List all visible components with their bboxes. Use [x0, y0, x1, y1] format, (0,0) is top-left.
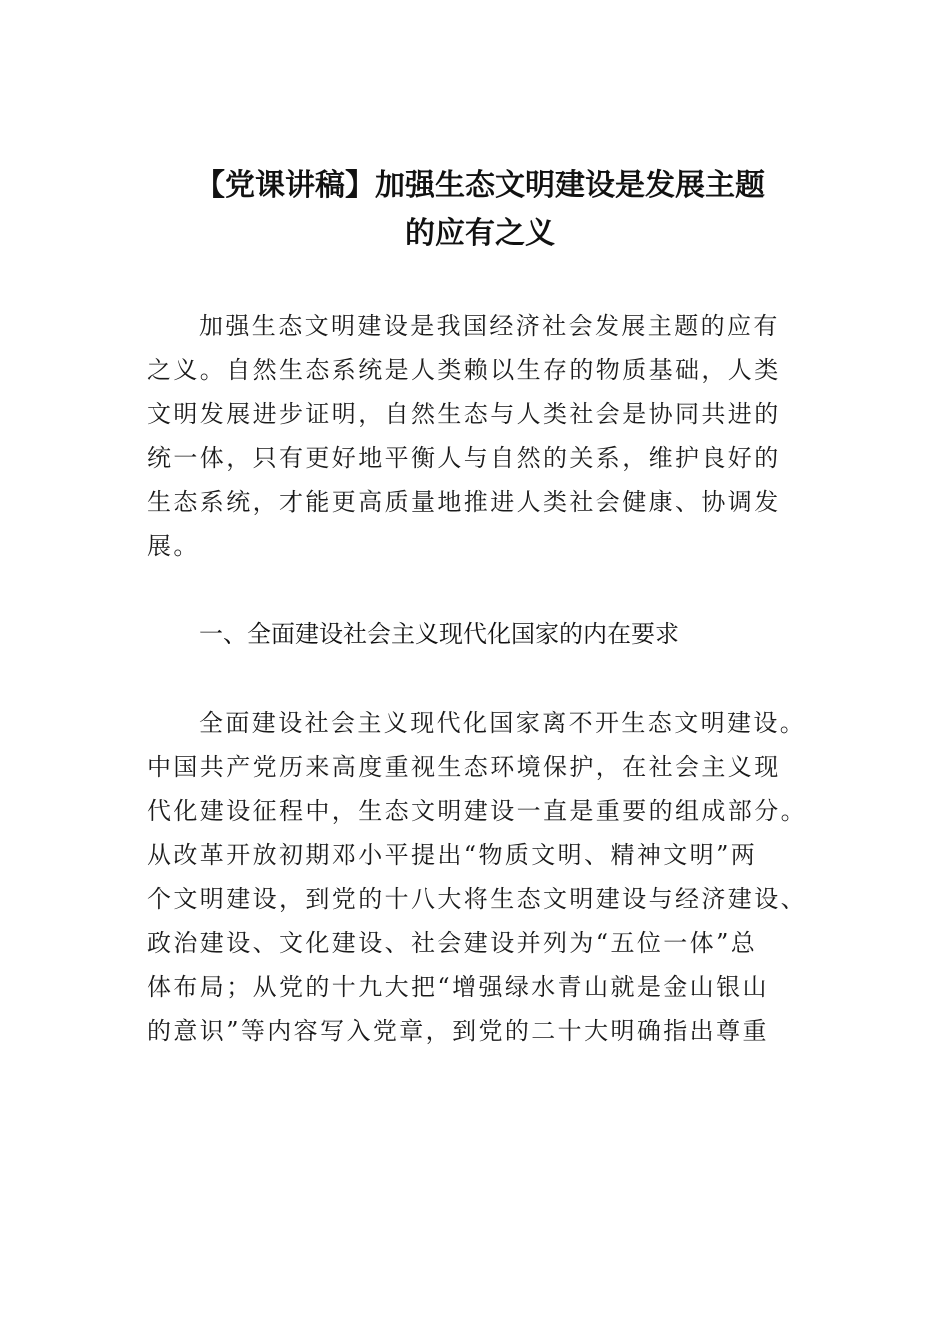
paragraph-line: 中国共产党历来高度重视生态环境保护，在社会主义现: [147, 753, 781, 781]
paragraph-line: 的意识”等内容写入党章，到党的二十大明确指出尊重: [147, 1017, 769, 1045]
paragraph-line: 生态系统，才能更高质量地推进人类社会健康、协调发: [147, 488, 781, 516]
section-1-paragraph: [147, 701, 847, 1053]
paragraph-line: 政治建设、文化建设、社会建设并列为“五位一体”总: [147, 929, 758, 957]
title-line: 的应有之义: [405, 216, 555, 251]
paragraph-line: 体布局；从党的十九大把“增强绿水青山就是金山银山: [147, 973, 769, 1001]
section-heading-1: 一、全面建设社会主义现代化国家的内在要求: [199, 620, 679, 648]
paragraph-line: 统一体，只有更好地平衡人与自然的关系，维护良好的: [147, 444, 781, 472]
paragraph-line: 之义。自然生态系统是人类赖以生存的物质基础，人类: [147, 356, 781, 384]
paragraph-line: 展。: [147, 532, 200, 560]
document-title: [120, 162, 840, 258]
paragraph-line: 全面建设社会主义现代化国家离不开生态文明建设。: [199, 709, 807, 737]
paragraph-line: 代化建设征程中，生态文明建设一直是重要的组成部分。: [147, 797, 807, 825]
paragraph-line: 文明发展进步证明，自然生态与人类社会是协同共进的: [147, 400, 781, 428]
paragraph-line: 个文明建设，到党的十八大将生态文明建设与经济建设、: [147, 885, 807, 913]
intro-paragraph: [147, 304, 847, 568]
paragraph-line: 从改革开放初期邓小平提出“物质文明、精神文明”两: [147, 841, 758, 869]
title-line: 【党课讲稿】加强生态文明建设是发展主题: [195, 168, 765, 203]
paragraph-line: 加强生态文明建设是我国经济社会发展主题的应有: [199, 312, 780, 340]
